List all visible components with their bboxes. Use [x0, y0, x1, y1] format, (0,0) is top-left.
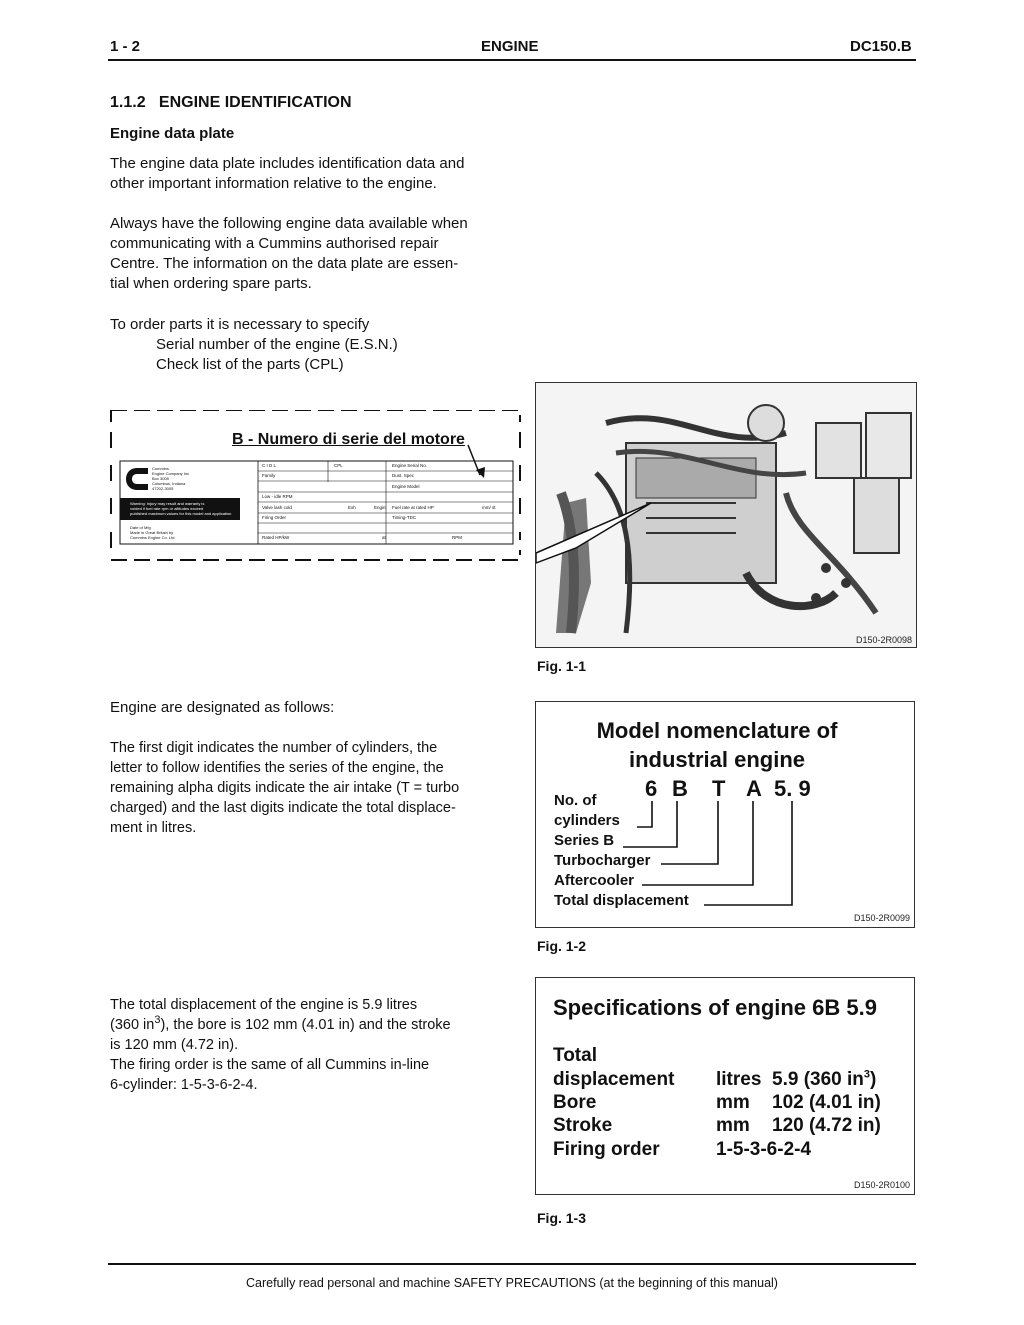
plate-caption: B - Numero di serie del motore: [232, 431, 465, 448]
specifications-title: Specifications of engine 6B 5.9: [553, 995, 877, 1020]
figure-label-3: Fig. 1-3: [537, 1210, 587, 1226]
figure-label-1: Fig. 1-1: [537, 658, 587, 674]
paragraph-designation-intro: Engine are designated as follows:: [110, 699, 335, 716]
spec-label-firing-order: Firing order: [553, 1139, 660, 1160]
nomenclature-title-line1: Model nomenclature of: [596, 718, 838, 743]
nomenclature-title-line2: industrial engine: [628, 747, 806, 772]
spec-unit-displacement: litres: [716, 1069, 762, 1090]
paragraph-data-plate: The engine data plate includes identification data and other important information relative to the engine.: [110, 155, 465, 192]
label-series-b: Series B: [554, 832, 615, 849]
label-total-displacement: Total displacement: [554, 892, 689, 909]
engine-illustration: [536, 383, 916, 647]
spec-label-bore: Bore: [553, 1092, 597, 1113]
spec-unit-bore: mm: [716, 1092, 750, 1113]
paragraph-displacement: The total displacement of the engine is 5.9 litres (360 $in^3$), the bore is 102 mm (4.01 in) and the stroke is 120 mm (4.72 in). The firing order is the same of all Cummins in-line 6-cylinder: 1-5-3-6-2-4.: [110, 997, 451, 1093]
paragraph-order-parts: To order parts it is necessary to specify Serial number of the engine (E.S.N.) Check list of the parts (CPL): [110, 316, 398, 373]
label-cylinders: cylinders: [554, 812, 620, 829]
cummins-logo-icon: [124, 466, 150, 492]
spec-value-stroke: 120 (4.72 in): [772, 1115, 881, 1136]
specifications-figure: [535, 977, 915, 1195]
model-code: DC150.B: [850, 38, 912, 55]
engine-photo: [535, 382, 917, 648]
code-cylinders: 6: [645, 776, 658, 801]
engine-data-plate: B - Numero di serie del motore Cummins Engine Company Inc Box 3005 Columbus, Indiana 47202-3005 Warning: injury may result and warranty is voided if fuel rate rpm or altitudes exceed published maximum values for this model and application Date of Mfg Made in Great Britain by Cummins Engine Co. Ltd C I D L CPL Engine Serial No. Family Dust. Spec Engine Model Low - idle RPM Valve lash cold Exh Engin Fuel rate at rated HP mm/ st Firing Order Timing-TDC Rated HP/kW at RPM: [108, 410, 528, 562]
paragraph-engine-data: Always have the following engine data available when communicating with a Cummins authorised repair Centre. The information on the data plate are essen- tial when ordering spare parts.: [110, 215, 468, 292]
figure-label-2: Fig. 1-2: [537, 938, 587, 954]
plate-company: Cummins Engine Company Inc Box 3005 Columbus, Indiana 47202-3005: [152, 466, 190, 491]
spec-unit-stroke: mm: [716, 1115, 750, 1136]
list-item: Check list of the parts (CPL): [156, 356, 344, 373]
spec-value-firing-order: 1-5-3-6-2-4: [716, 1139, 812, 1160]
section-heading: 1.1.2 ENGINE IDENTIFICATION: [110, 94, 352, 111]
subheading: Engine data plate: [110, 125, 235, 142]
label-turbocharger: Turbocharger: [554, 852, 651, 869]
label-no-of: No. of: [554, 792, 597, 809]
figure-code: D150-2R0100: [853, 1180, 910, 1190]
code-aftercooler: A: [746, 776, 762, 801]
section-title: ENGINE: [481, 38, 539, 55]
figure-code: D150-2R0098: [855, 635, 912, 645]
nomenclature-figure: [535, 701, 915, 928]
code-turbo: T: [712, 776, 726, 801]
code-displacement: 5. 9: [774, 776, 811, 801]
spec-label-stroke: Stroke: [553, 1115, 613, 1136]
spec-label-displacement: displacement: [553, 1069, 675, 1090]
list-item: Serial number of the engine (E.S.N.): [156, 336, 398, 353]
code-series: B: [672, 776, 688, 801]
spec-value-bore: 102 (4.01 in): [772, 1092, 881, 1113]
page-number: 1 - 2: [110, 38, 141, 55]
plate-manufacture: Date of Mfg Made in Great Britain by Cummins Engine Co. Ltd: [130, 525, 175, 540]
footer-safety-note: Carefully read personal and machine SAFETY PRECAUTIONS (at the beginning of this manual): [246, 1276, 778, 1290]
spec-value-displacement: 5.9 (360 $in^3$): [772, 1068, 877, 1090]
paragraph-designation: The first digit indicates the number of cylinders, the letter to follow identifies the series of the engine, the remaining alpha digits indicate the air intake (T = turbo charged) and the last digits indicate the total displace- ment in litres.: [110, 740, 460, 836]
label-aftercooler: Aftercooler: [554, 872, 635, 889]
footer-rule: [108, 1263, 916, 1265]
figure-code: D150-2R0099: [853, 913, 910, 923]
spec-label-total: Total: [553, 1045, 597, 1066]
plate-warning: Warning: injury may result and warranty is voided if fuel rate rpm or altitudes exceed published maximum values for this model and application: [130, 501, 232, 516]
header-rule: [108, 59, 916, 61]
